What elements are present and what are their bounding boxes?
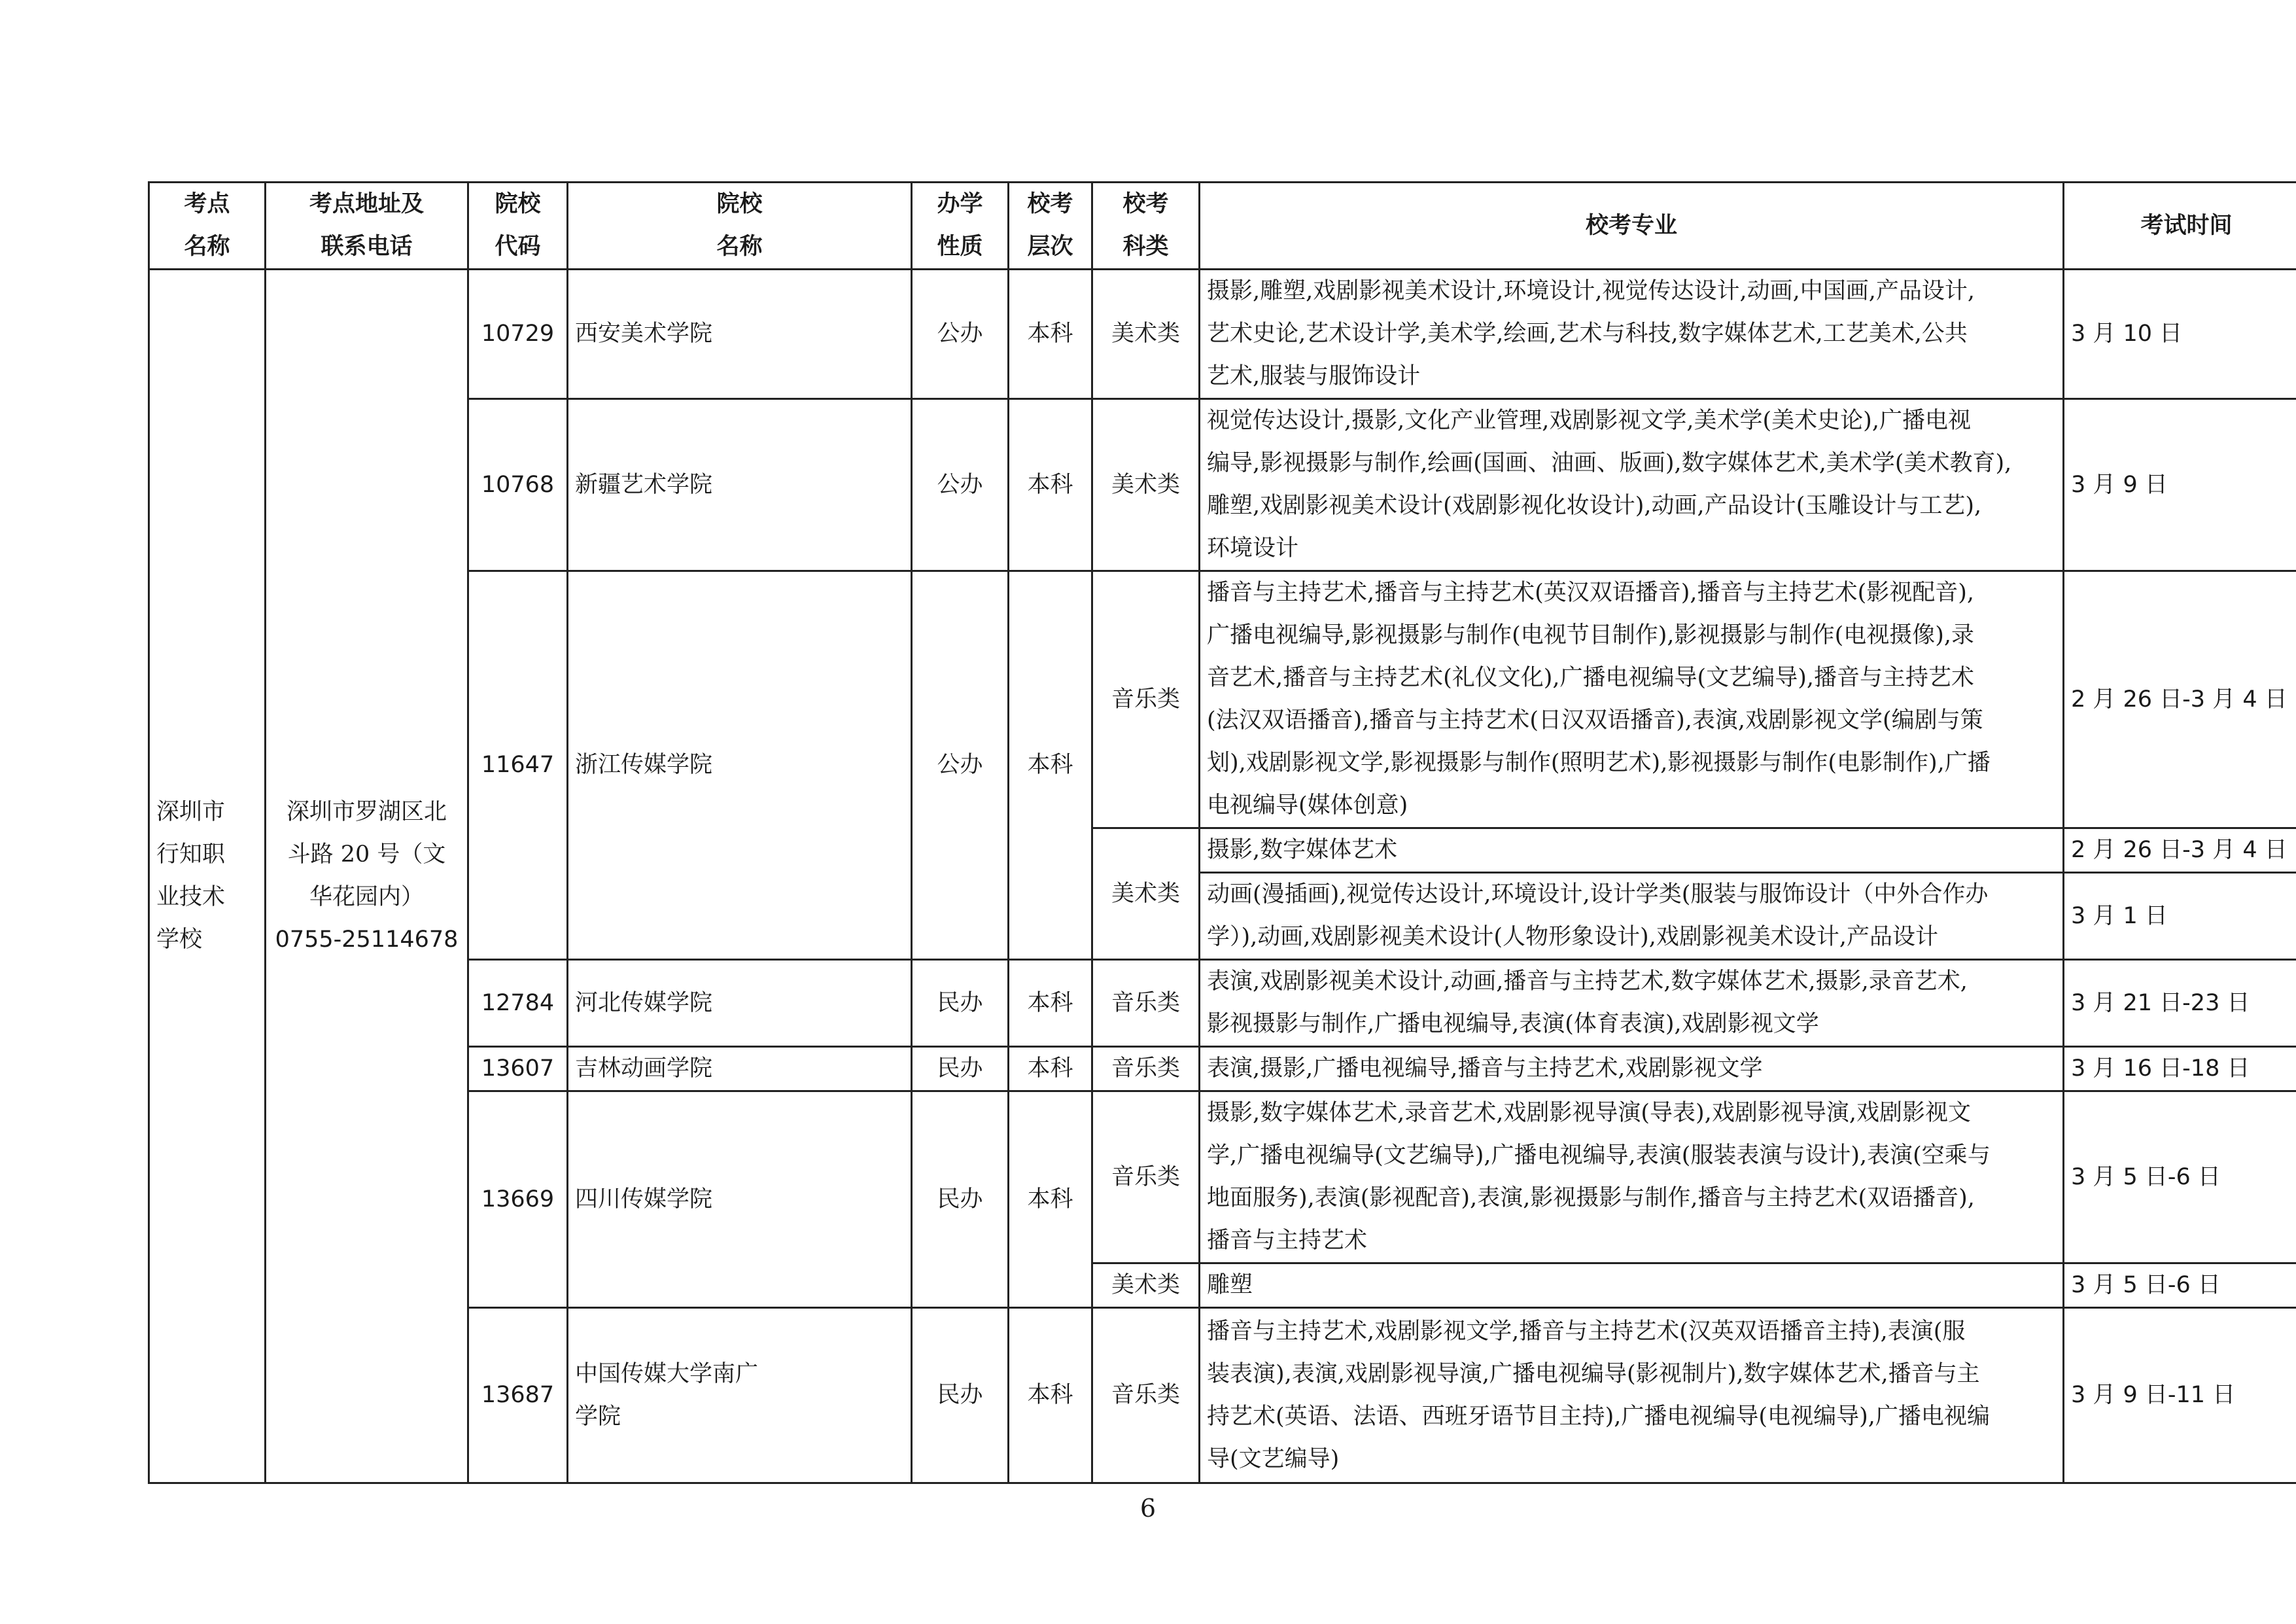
table-row — [149, 1047, 2296, 1091]
school-code: 13687 — [468, 1308, 568, 1483]
exam-category: 音乐类 — [1092, 1091, 1200, 1263]
table-row — [149, 270, 2296, 399]
school-nature: 公办 — [912, 270, 1009, 399]
school-level: 本科 — [1009, 270, 1092, 399]
school-level: 本科 — [1009, 1091, 1092, 1308]
exam-majors: 摄影,数字媒体艺术,录音艺术,戏剧影视导演(导表),戏剧影视导演,戏剧影视文 学,广播电视编导(文艺编导),广播电视编导,表演(服装表演与设计),表演(空乘与 地面服务),表演(影视配音),表演,影视摄影与制作,播音与主持艺术(双语播音), 播音与主持艺术 — [1200, 1091, 2064, 1263]
school-name: 西安美术学院 — [568, 270, 912, 399]
exam-majors: 摄影,数字媒体艺术 — [1200, 828, 2064, 873]
school-nature: 民办 — [912, 1047, 1009, 1091]
exam-majors: 动画(漫插画),视觉传达设计,环境设计,设计学类(服装与服饰设计（中外合作办 学）),动画,戏剧影视美术设计(人物形象设计),戏剧影视美术设计,产品设计 — [1200, 873, 2064, 960]
school-name: 中国传媒大学南广 学院 — [568, 1308, 912, 1483]
school-name: 吉林动画学院 — [568, 1047, 912, 1091]
table-header-row — [149, 183, 2296, 270]
school-nature: 民办 — [912, 1308, 1009, 1483]
exam-category: 音乐类 — [1092, 1047, 1200, 1091]
school-nature: 民办 — [912, 1091, 1009, 1308]
table-row — [149, 960, 2296, 1047]
site-name-cell: 深圳市 行知职 业技术 学校 — [149, 270, 266, 1483]
exam-majors: 摄影,雕塑,戏剧影视美术设计,环境设计,视觉传达设计,动画,中国画,产品设计, 艺术史论,艺术设计学,美术学,绘画,艺术与科技,数字媒体艺术,工艺美术,公共 艺术,服装与服饰设计 — [1200, 270, 2064, 399]
header-site-name: 考点 名称 — [149, 183, 266, 270]
table-row — [149, 571, 2296, 828]
exam-time: 3 月 5 日-6 日 — [2064, 1091, 2296, 1263]
header-school-name: 院校 名称 — [568, 183, 912, 270]
exam-majors: 表演,摄影,广播电视编导,播音与主持艺术,戏剧影视文学 — [1200, 1047, 2064, 1091]
header-majors: 校考专业 — [1200, 183, 2064, 270]
header-nature: 办学 性质 — [912, 183, 1009, 270]
school-code: 10768 — [468, 399, 568, 571]
header-school-code: 院校 代码 — [468, 183, 568, 270]
exam-time: 3 月 9 日 — [2064, 399, 2296, 571]
school-nature: 民办 — [912, 960, 1009, 1047]
exam-time: 3 月 21 日-23 日 — [2064, 960, 2296, 1047]
school-level: 本科 — [1009, 960, 1092, 1047]
table-row — [149, 399, 2296, 571]
school-level: 本科 — [1009, 1308, 1092, 1483]
site-phone: 0755-25114678 — [275, 927, 459, 953]
exam-time: 3 月 5 日-6 日 — [2064, 1263, 2296, 1308]
table-row — [149, 1091, 2296, 1263]
page-number: 6 — [1139, 1494, 1157, 1523]
exam-time: 2 月 26 日-3 月 4 日 — [2064, 828, 2296, 873]
exam-majors: 播音与主持艺术,戏剧影视文学,播音与主持艺术(汉英双语播音主持),表演(服 装表演),表演,戏剧影视导演,广播电视编导(影视制片),数字媒体艺术,播音与主 持艺术(英语、法语、西班牙语节目主持),广播电视编导(电视编导),广播电视编 导(文艺编导) — [1200, 1308, 2064, 1483]
exam-schedule-table — [148, 181, 2296, 1484]
exam-category: 音乐类 — [1092, 960, 1200, 1047]
exam-category: 美术类 — [1092, 399, 1200, 571]
school-code: 10729 — [468, 270, 568, 399]
school-code: 12784 — [468, 960, 568, 1047]
school-name: 河北传媒学院 — [568, 960, 912, 1047]
exam-category: 音乐类 — [1092, 1308, 1200, 1483]
school-level: 本科 — [1009, 571, 1092, 960]
exam-time: 3 月 10 日 — [2064, 270, 2296, 399]
school-level: 本科 — [1009, 1047, 1092, 1091]
school-nature: 公办 — [912, 571, 1009, 960]
exam-time: 2 月 26 日-3 月 4 日 — [2064, 571, 2296, 828]
school-code: 11647 — [468, 571, 568, 960]
exam-category: 音乐类 — [1092, 571, 1200, 828]
header-address-phone: 考点地址及 联系电话 — [266, 183, 468, 270]
school-code: 13669 — [468, 1091, 568, 1308]
school-level: 本科 — [1009, 399, 1092, 571]
exam-time: 3 月 16 日-18 日 — [2064, 1047, 2296, 1091]
site-address-cell: 深圳市罗湖区北 斗路 20 号（文 华花园内） 0755-25114678 — [266, 270, 468, 1483]
school-name: 浙江传媒学院 — [568, 571, 912, 960]
exam-majors: 雕塑 — [1200, 1263, 2064, 1308]
exam-time: 3 月 9 日-11 日 — [2064, 1308, 2296, 1483]
exam-category: 美术类 — [1092, 828, 1200, 960]
school-name: 新疆艺术学院 — [568, 399, 912, 571]
exam-category: 美术类 — [1092, 1263, 1200, 1308]
header-level: 校考 层次 — [1009, 183, 1092, 270]
school-code: 13607 — [468, 1047, 568, 1091]
school-nature: 公办 — [912, 399, 1009, 571]
header-category: 校考 科类 — [1092, 183, 1200, 270]
exam-majors: 播音与主持艺术,播音与主持艺术(英汉双语播音),播音与主持艺术(影视配音), 广播电视编导,影视摄影与制作(电视节目制作),影视摄影与制作(电视摄像),录 音艺术,播音与主持艺术(礼仪文化),广播电视编导(文艺编导),播音与主持艺术 (法汉双语播音),播音与主持艺术(日汉双语播音),表演,戏剧影视文学(编剧与策 划),戏剧影视文学,影视摄影与制作(照明艺术),影视摄影与制作(电影制作),广播 电视编导(媒体创意) — [1200, 571, 2064, 828]
exam-time: 3 月 1 日 — [2064, 873, 2296, 960]
exam-category: 美术类 — [1092, 270, 1200, 399]
header-exam-time: 考试时间 — [2064, 183, 2296, 270]
school-name: 四川传媒学院 — [568, 1091, 912, 1308]
exam-majors: 表演,戏剧影视美术设计,动画,播音与主持艺术,数字媒体艺术,摄影,录音艺术, 影视摄影与制作,广播电视编导,表演(体育表演),戏剧影视文学 — [1200, 960, 2064, 1047]
table-row — [149, 1308, 2296, 1483]
exam-majors: 视觉传达设计,摄影,文化产业管理,戏剧影视文学,美术学(美术史论),广播电视 编导,影视摄影与制作,绘画(国画、油画、版画),数字媒体艺术,美术学(美术教育), 雕塑,戏剧影视美术设计(戏剧影视化妆设计),动画,产品设计(玉雕设计与工艺), 环境设计 — [1200, 399, 2064, 571]
